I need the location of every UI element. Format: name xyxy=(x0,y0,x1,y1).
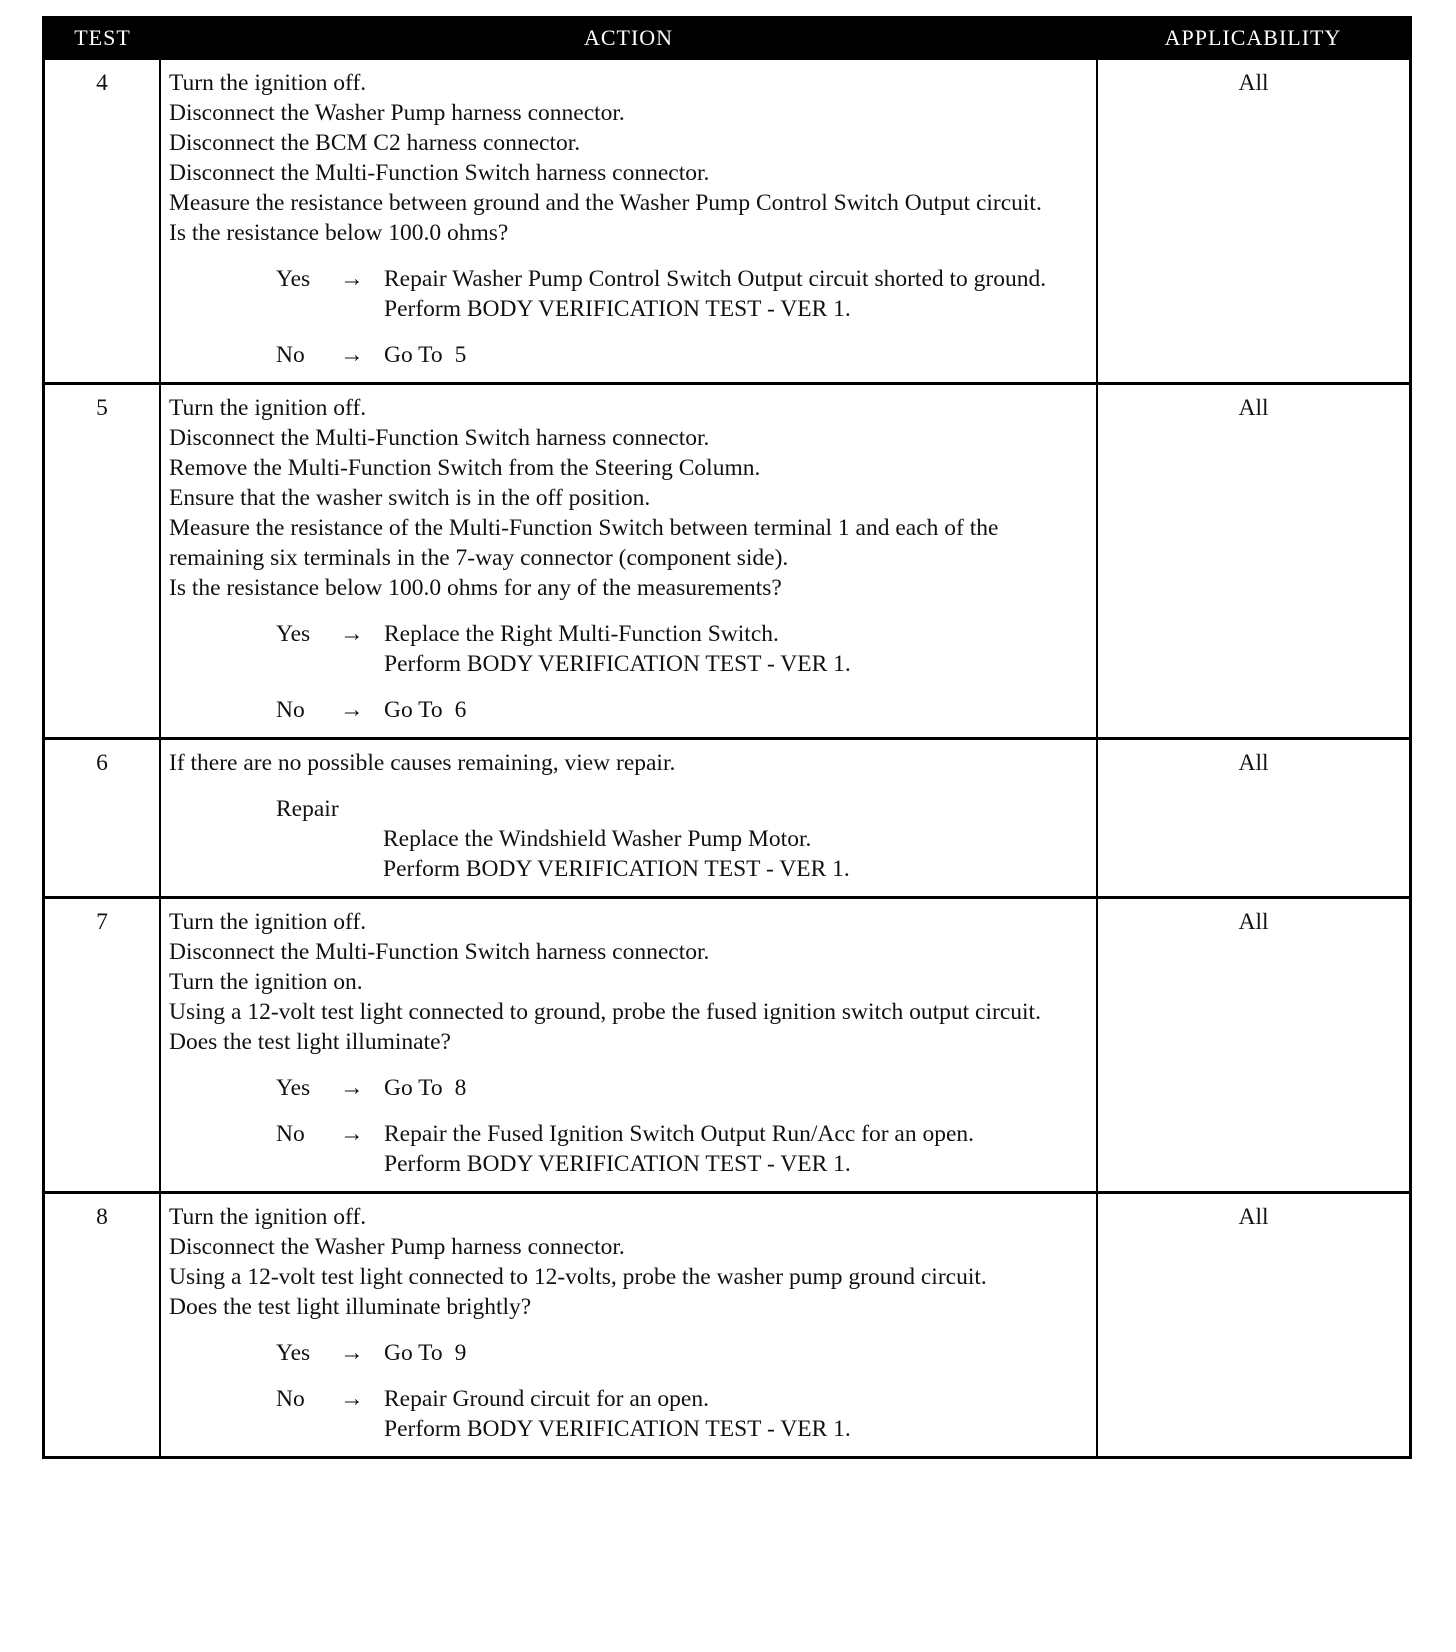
goto-text: Go To xyxy=(384,342,443,368)
goto-instruction xyxy=(384,1073,1088,1103)
right-arrow-icon: → xyxy=(340,1386,364,1412)
table-row-test-7 xyxy=(45,898,1409,1193)
right-arrow-icon: → xyxy=(340,1340,364,1366)
applicability-cell: All xyxy=(1097,739,1409,898)
yes-instructions xyxy=(384,619,1088,679)
goto-number: 6 xyxy=(454,697,467,723)
action-step: Disconnect the Multi-Function Switch harness connector. xyxy=(169,160,710,186)
applicability-cell: All xyxy=(1097,898,1409,1193)
test-number: 7 xyxy=(45,898,160,1193)
goto-number: 9 xyxy=(454,1340,467,1366)
action-step: Using a 12-volt test light connected to ground, probe the fused ignition switch output circuit. xyxy=(169,999,1041,1025)
result-line: Perform BODY VERIFICATION TEST - VER 1. xyxy=(384,1416,851,1442)
applicability-cell: All xyxy=(1097,59,1409,384)
result-line: Perform BODY VERIFICATION TEST - VER 1. xyxy=(383,856,850,882)
result-line: Replace the Windshield Washer Pump Motor. xyxy=(383,826,812,852)
action-step: Turn the ignition on. xyxy=(169,969,363,995)
action-step: Disconnect the BCM C2 harness connector. xyxy=(169,130,581,156)
result-line: Repair the Fused Ignition Switch Output Run/Acc for an open. xyxy=(384,1121,975,1147)
right-arrow-icon: → xyxy=(340,266,364,292)
action-step: If there are no possible causes remaining, view repair. xyxy=(169,750,676,776)
diagnostic-test-table xyxy=(42,16,1412,1459)
table-row-test-6 xyxy=(45,739,1409,898)
action-question: Is the resistance below 100.0 ohms? xyxy=(169,220,509,246)
repair-label: Repair xyxy=(276,796,339,822)
right-arrow-icon: → xyxy=(340,342,364,368)
test-number: 4 xyxy=(45,59,160,384)
action-step: Turn the ignition off. xyxy=(169,395,367,421)
yes-label: Yes xyxy=(276,266,311,292)
no-result xyxy=(276,1384,1088,1444)
test-table xyxy=(45,19,1409,1456)
goto-text: Go To xyxy=(384,1075,443,1101)
yes-result xyxy=(276,1338,1088,1368)
yes-label: Yes xyxy=(276,1075,311,1101)
action-step: Measure the resistance between ground and the Washer Pump Control Switch Output circuit. xyxy=(169,190,1042,216)
no-instructions xyxy=(384,1119,1088,1179)
goto-instruction xyxy=(384,340,1088,370)
no-label: No xyxy=(276,342,305,368)
action-step: Turn the ignition off. xyxy=(169,1204,367,1230)
yes-result xyxy=(276,1073,1088,1103)
no-label: No xyxy=(276,1386,305,1412)
result-line: Perform BODY VERIFICATION TEST - VER 1. xyxy=(384,651,851,677)
applicability-cell: All xyxy=(1097,1193,1409,1457)
yes-result xyxy=(276,264,1088,324)
action-step: Disconnect the Washer Pump harness connector. xyxy=(169,100,625,126)
goto-text: Go To xyxy=(384,1340,443,1366)
action-question: Does the test light illuminate? xyxy=(169,1029,451,1055)
header-test: TEST xyxy=(45,19,160,59)
action-step: Disconnect the Washer Pump harness connector. xyxy=(169,1234,625,1260)
result-line: Repair Washer Pump Control Switch Output circuit shorted to ground. xyxy=(384,266,1047,292)
yes-result xyxy=(276,619,1088,679)
test-number: 8 xyxy=(45,1193,160,1457)
yes-label: Yes xyxy=(276,1340,311,1366)
goto-instruction xyxy=(384,1338,1088,1368)
no-result xyxy=(276,1119,1088,1179)
no-instructions xyxy=(384,1384,1088,1444)
action-cell xyxy=(160,739,1097,898)
action-cell xyxy=(160,898,1097,1193)
no-result xyxy=(276,340,1088,370)
table-row-test-5 xyxy=(45,384,1409,739)
action-step: Using a 12-volt test light connected to 12-volts, probe the washer pump ground circuit. xyxy=(169,1264,987,1290)
action-step: Disconnect the Multi-Function Switch harness connector. xyxy=(169,939,710,965)
result-line: Replace the Right Multi-Function Switch. xyxy=(384,621,779,647)
no-label: No xyxy=(276,697,305,723)
action-step: Ensure that the washer switch is in the off position. xyxy=(169,485,651,511)
action-question: Is the resistance below 100.0 ohms for any of the measurements? xyxy=(169,575,782,601)
right-arrow-icon: → xyxy=(340,697,364,723)
goto-instruction xyxy=(384,695,1088,725)
action-cell xyxy=(160,59,1097,384)
test-number: 5 xyxy=(45,384,160,739)
no-result xyxy=(276,695,1088,725)
action-step: Disconnect the Multi-Function Switch harness connector. xyxy=(169,425,710,451)
goto-number: 5 xyxy=(454,342,467,368)
yes-instructions xyxy=(384,264,1088,324)
action-cell xyxy=(160,384,1097,739)
goto-text: Go To xyxy=(384,697,443,723)
right-arrow-icon: → xyxy=(340,621,364,647)
action-step: Remove the Multi-Function Switch from the Steering Column. xyxy=(169,455,761,481)
no-label: No xyxy=(276,1121,305,1147)
header-action: ACTION xyxy=(160,19,1097,59)
result-line: Perform BODY VERIFICATION TEST - VER 1. xyxy=(384,1151,851,1177)
table-row-test-8 xyxy=(45,1193,1409,1457)
right-arrow-icon: → xyxy=(340,1075,364,1101)
repair-instructions xyxy=(383,824,1088,884)
action-step: Turn the ignition off. xyxy=(169,70,367,96)
header-applicability: APPLICABILITY xyxy=(1097,19,1409,59)
result-line: Repair Ground circuit for an open. xyxy=(384,1386,709,1412)
table-row-test-4 xyxy=(45,59,1409,384)
yes-label: Yes xyxy=(276,621,311,647)
applicability-cell: All xyxy=(1097,384,1409,739)
action-cell xyxy=(160,1193,1097,1457)
action-step: Turn the ignition off. xyxy=(169,909,367,935)
goto-number: 8 xyxy=(454,1075,467,1101)
action-step: Measure the resistance of the Multi-Function Switch between terminal 1 and each of the remaining six terminals in the 7-way connector (component side). xyxy=(169,515,999,571)
table-header-row xyxy=(45,19,1409,59)
action-question: Does the test light illuminate brightly? xyxy=(169,1294,532,1320)
right-arrow-icon: → xyxy=(340,1121,364,1147)
test-number: 6 xyxy=(45,739,160,898)
result-line: Perform BODY VERIFICATION TEST - VER 1. xyxy=(384,296,851,322)
